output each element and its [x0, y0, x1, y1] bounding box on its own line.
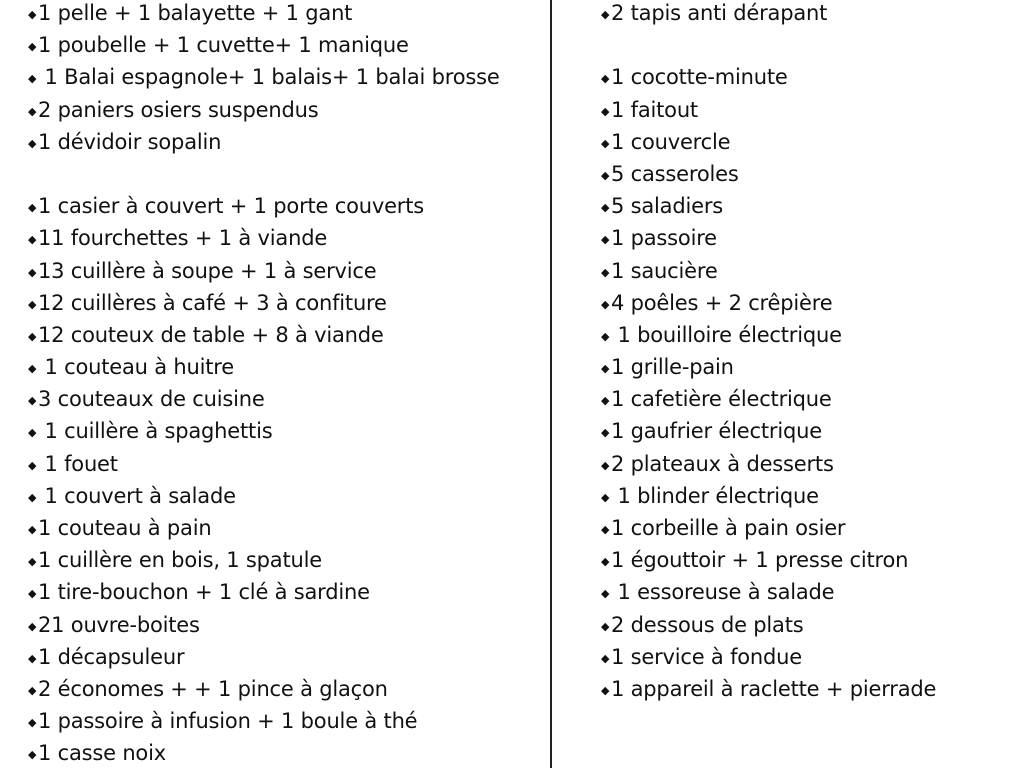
bullet-icon: ◆: [601, 394, 610, 408]
list-item: [28, 126, 543, 158]
list-item-text: 1 faitout: [611, 97, 698, 122]
bullet-icon: ◆: [28, 265, 37, 279]
bullet-icon: ◆: [28, 651, 37, 665]
bullet-icon: ◆: [28, 40, 37, 54]
list-item: [601, 641, 1016, 673]
bullet-icon: ◆: [28, 201, 37, 215]
list-item-text: 1 appareil à raclette + pierrade: [611, 676, 937, 701]
bullet-icon: ◆: [601, 619, 610, 633]
list-item-text: 1 gaufrier électrique: [611, 419, 822, 444]
list-item: [601, 61, 1016, 93]
list-item-text: 1 cuillère en bois, 1 spatule: [38, 548, 322, 573]
list-item-text: 1 bouilloire électrique: [611, 322, 842, 347]
list-item: [601, 544, 1016, 576]
list-item: [28, 94, 543, 126]
list-item: [601, 287, 1016, 319]
list-item-text: 1 poubelle + 1 cuvette+ 1 manique: [38, 33, 409, 58]
bullet-icon: ◆: [601, 523, 610, 536]
list-item: [28, 0, 543, 29]
list-item-text: 1 casse noix: [38, 741, 166, 766]
list-item: [28, 319, 543, 351]
list-item-text: 1 cuillère à spaghettis: [38, 419, 273, 444]
list-item-text: 1 couvert à salade: [38, 483, 236, 508]
list-item-text: 2 économes + + 1 pince à glaçon: [38, 676, 388, 701]
list-item: [601, 415, 1016, 447]
bullet-icon: ◆: [601, 201, 610, 215]
list-item-text: 1 Balai espagnole+ 1 balais+ 1 balai brosse: [38, 65, 500, 90]
bullet-icon: ◆: [601, 490, 610, 504]
bullet-icon: ◆: [601, 297, 610, 311]
list-item: [601, 94, 1016, 126]
list-item-text: 1 passoire: [611, 226, 717, 251]
list-item-text: 5 saladiers: [611, 194, 724, 219]
list-item: [601, 480, 1016, 512]
bullet-icon: ◆: [601, 651, 610, 665]
list-item-text: 2 plateaux à desserts: [611, 451, 834, 476]
list-item: [28, 222, 543, 254]
bullet-icon: ◆: [601, 168, 610, 182]
bullet-icon: ◆: [601, 555, 610, 569]
list-item: [28, 705, 543, 737]
list-item-text: 5 casseroles: [611, 161, 739, 186]
bullet-icon: ◆: [601, 265, 610, 279]
list-item: [601, 383, 1016, 415]
bullet-icon: ◆: [601, 104, 610, 118]
bullet-icon: ◆: [601, 587, 610, 601]
list-item-text: 1 service à fondue: [611, 644, 802, 669]
list-item: [28, 29, 543, 61]
list-item: [28, 480, 543, 512]
bullet-icon: ◆: [28, 748, 37, 762]
list-item-text: 1 essoreuse à salade: [611, 580, 835, 605]
bullet-icon: ◆: [28, 490, 37, 504]
list-item-text: 1 cafetière électrique: [611, 387, 832, 412]
bullet-icon: ◆: [601, 136, 610, 150]
list-item: [28, 641, 543, 673]
bullet-icon: ◆: [601, 329, 610, 343]
list-item-text: 2 tapis anti dérapant: [611, 1, 828, 25]
list-item: [601, 255, 1016, 287]
column-divider: [550, 0, 552, 768]
list-item-text: 21 ouvre-boites: [38, 612, 200, 637]
list-item: [28, 415, 543, 447]
list-item: [28, 190, 543, 222]
list-item: [601, 448, 1016, 480]
bullet-icon: ◆: [601, 458, 610, 472]
list-item-text: 1 fouet: [38, 451, 118, 476]
bullet-icon: ◆: [601, 426, 610, 440]
list-item: [601, 158, 1016, 190]
bullet-icon: ◆: [28, 136, 37, 150]
bullet-icon: ◆: [601, 362, 610, 376]
bullet-icon: ◆: [601, 72, 610, 86]
bullet-icon: ◆: [28, 104, 37, 118]
list-item: [28, 576, 543, 608]
bullet-icon: ◆: [601, 8, 610, 21]
bullet-icon: ◆: [28, 329, 37, 343]
list-item: [601, 576, 1016, 608]
bullet-icon: ◆: [28, 523, 37, 536]
list-item: [28, 609, 543, 641]
list-item: [601, 319, 1016, 351]
bullet-icon: ◆: [28, 362, 37, 376]
list-item-text: 11 fourchettes + 1 à viande: [38, 226, 328, 251]
left-inventory-column: [28, 0, 543, 770]
bullet-icon: ◆: [601, 233, 610, 247]
bullet-icon: ◆: [28, 8, 37, 21]
list-item-text: 1 couteau à huitre: [38, 355, 234, 380]
list-item-text: 3 couteaux de cuisine: [38, 387, 265, 412]
list-item: [28, 255, 543, 287]
list-item-text: 1 pelle + 1 balayette + 1 gant: [38, 1, 353, 25]
list-item-text: 1 couteau à pain: [38, 516, 212, 540]
list-item: [601, 351, 1016, 383]
list-item: [601, 190, 1016, 222]
list-item: [28, 448, 543, 480]
list-item-text: 1 cocotte-minute: [611, 65, 788, 90]
bullet-icon: ◆: [28, 716, 37, 730]
right-inventory-column: [601, 0, 1016, 705]
bullet-icon: ◆: [28, 555, 37, 569]
bullet-icon: ◆: [28, 683, 37, 697]
list-item: [601, 609, 1016, 641]
bullet-icon: ◆: [28, 233, 37, 247]
bullet-icon: ◆: [28, 72, 37, 86]
list-item-text: 1 blinder électrique: [611, 483, 819, 508]
list-item: [28, 61, 543, 93]
list-item: [28, 737, 543, 769]
list-item: [601, 512, 1016, 544]
bullet-icon: ◆: [28, 458, 37, 472]
list-item-text: 1 casier à couvert + 1 porte couverts: [38, 194, 425, 219]
list-item-text: 1 saucière: [611, 258, 718, 283]
bullet-icon: ◆: [28, 587, 37, 601]
list-item-text: 12 couteux de table + 8 à viande: [38, 322, 384, 347]
list-item-text: 1 tire-bouchon + 1 clé à sardine: [38, 580, 370, 605]
bullet-icon: ◆: [28, 394, 37, 408]
list-item: [28, 512, 543, 544]
list-item-text: 4 poêles + 2 crêpière: [611, 290, 833, 315]
list-item-text: 1 couvercle: [611, 129, 731, 154]
blank-spacer: [601, 29, 1016, 61]
list-item: [28, 383, 543, 415]
list-item-text: 1 corbeille à pain osier: [611, 516, 846, 540]
list-item: [28, 287, 543, 319]
list-item: [28, 673, 543, 705]
bullet-icon: ◆: [28, 297, 37, 311]
list-item: [28, 544, 543, 576]
list-item-text: 12 cuillères à café + 3 à confiture: [38, 290, 387, 315]
bullet-icon: ◆: [28, 619, 37, 633]
list-item-text: 2 paniers osiers suspendus: [38, 97, 319, 122]
list-item: [601, 673, 1016, 705]
bullet-icon: ◆: [601, 683, 610, 697]
list-item-text: 1 décapsuleur: [38, 644, 185, 669]
list-item-text: 1 grille-pain: [611, 355, 734, 380]
list-item-text: 1 dévidoir sopalin: [38, 129, 222, 154]
list-item-text: 1 passoire à infusion + 1 boule à thé: [38, 709, 418, 734]
list-item-text: 2 dessous de plats: [611, 612, 804, 637]
bullet-icon: ◆: [28, 426, 37, 440]
list-item: [601, 126, 1016, 158]
list-item-text: 1 égouttoir + 1 presse citron: [611, 548, 909, 573]
list-item: [601, 0, 1016, 29]
blank-spacer: [28, 158, 543, 190]
list-item: [28, 351, 543, 383]
list-item: [601, 222, 1016, 254]
list-item-text: 13 cuillère à soupe + 1 à service: [38, 258, 377, 283]
